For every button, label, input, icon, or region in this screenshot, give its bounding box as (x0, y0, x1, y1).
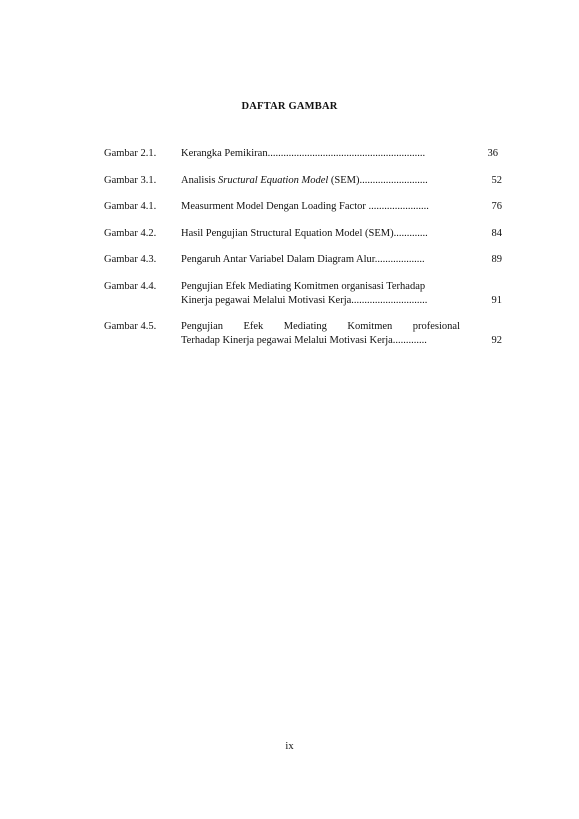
figure-caption-line: Terhadap Kinerja pegawai Melalui Motivasi Kerja............. (181, 334, 427, 346)
figure-caption (181, 280, 460, 307)
figure-caption-post: (SEM).......................... (328, 175, 428, 186)
figure-caption-line: Kinerja pegawai Melalui Motivasi Kerja............................. (181, 294, 428, 306)
figure-label: Gambar 4.3. (104, 254, 157, 265)
page-title: DAFTAR GAMBAR (241, 101, 338, 112)
figure-page-number: 92 (491, 334, 502, 346)
footer-page-number: ix (285, 741, 294, 752)
figure-label: Gambar 4.4. (104, 281, 157, 292)
figure-caption (181, 227, 460, 241)
figure-caption-line: Kerangka Pemikiran............................................................ (181, 148, 426, 159)
figure-caption-pre: Analisis (181, 175, 219, 186)
figure-caption-line: Measurment Model Dengan Loading Factor ....................... (181, 201, 429, 212)
figure-page-number: 36 (487, 148, 498, 159)
figure-page-number: 76 (491, 201, 502, 212)
figure-caption-line (181, 174, 460, 188)
figure-caption-italic: Sructural Equation Model (218, 175, 329, 186)
figure-caption (181, 174, 460, 188)
figure-label: Gambar 4.1. (104, 201, 157, 212)
figure-caption (181, 253, 460, 267)
figure-label: Gambar 4.2. (104, 228, 157, 239)
figure-caption-line: Hasil Pengujian Structural Equation Model (SEM)............. (181, 228, 428, 239)
figure-caption-line: Pengujian Efek Mediating Komitmen profesional (181, 321, 460, 332)
figure-label: Gambar 3.1. (104, 175, 157, 186)
figure-caption-line: Pengujian Efek Mediating Komitmen organisasi Terhadap (181, 281, 426, 292)
figure-caption-line: Pengaruh Antar Variabel Dalam Diagram Alur................... (181, 254, 425, 265)
figure-caption (181, 200, 460, 214)
figure-page-number: 52 (491, 175, 502, 186)
figure-caption (181, 320, 460, 347)
figure-label: Gambar 2.1. (104, 148, 157, 159)
figure-page-number: 91 (491, 294, 502, 306)
figure-caption (181, 147, 460, 161)
figure-page-number: 84 (491, 228, 502, 239)
figure-label: Gambar 4.5. (104, 321, 157, 332)
figure-page-number: 89 (491, 254, 502, 265)
